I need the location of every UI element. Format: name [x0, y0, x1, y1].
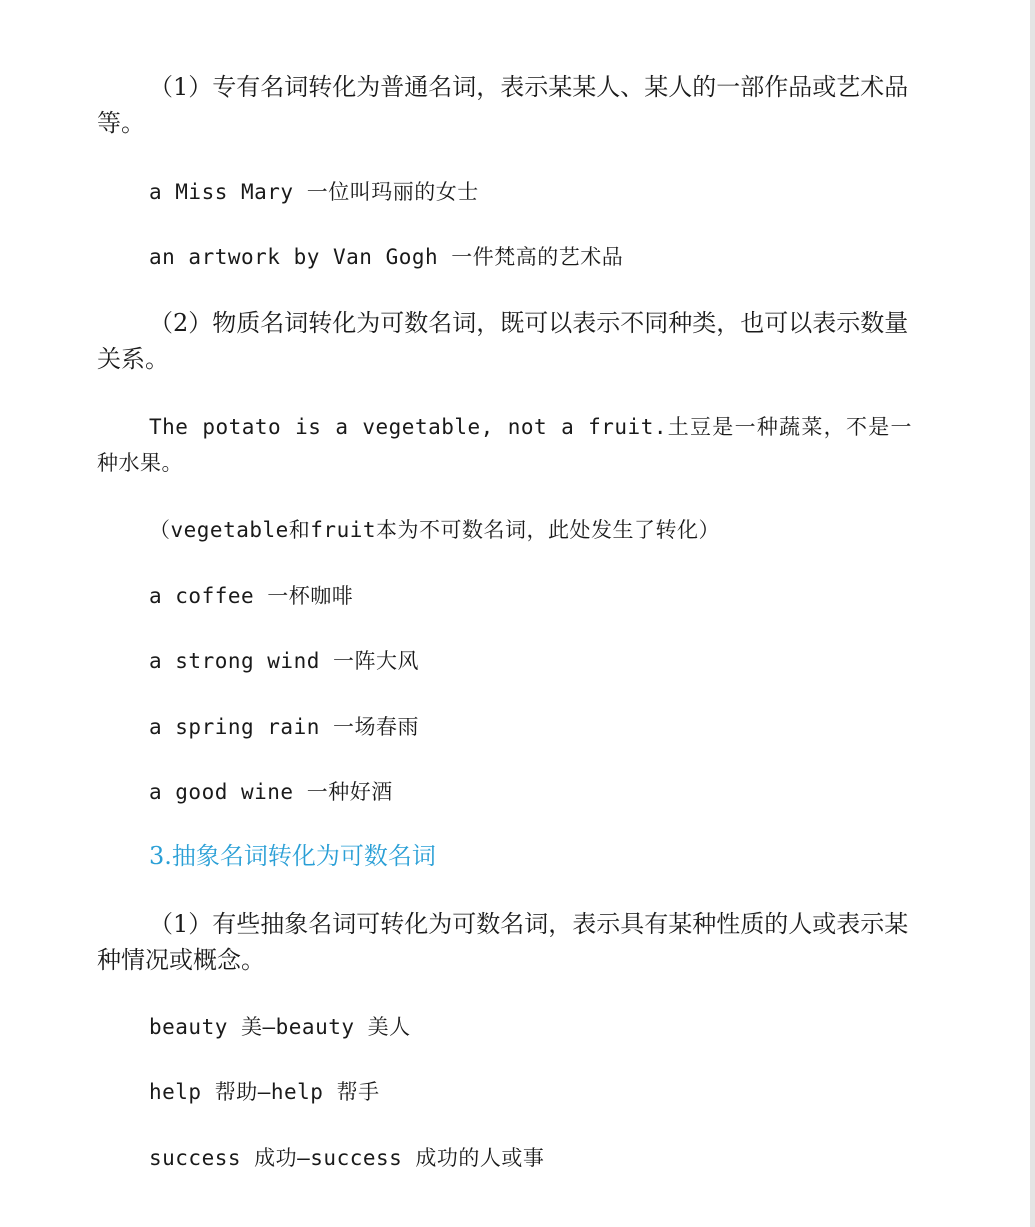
- note-vegetable-fruit: （vegetable和fruit本为不可数名词，此处发生了转化）: [149, 518, 721, 542]
- example-potato: The potato is a vegetable, not a fruit.土豆是一种蔬菜，不是一种水果。: [97, 415, 912, 475]
- example-strong-wind: a strong wind 一阵大风: [149, 649, 420, 673]
- example-spring-rain: a spring rain 一场春雨: [149, 715, 420, 739]
- example-artwork: an artwork by Van Gogh 一件梵高的艺术品: [149, 245, 624, 269]
- paragraph-proper-noun: （1）专有名词转化为普通名词，表示某某人、某人的一部作品或艺术品等。: [97, 73, 909, 137]
- example-coffee: a coffee 一杯咖啡: [149, 584, 354, 608]
- example-miss-mary: a Miss Mary 一位叫玛丽的女士: [149, 180, 479, 204]
- example-help: help 帮助—help 帮手: [149, 1080, 380, 1104]
- example-success: success 成功—success 成功的人或事: [149, 1146, 545, 1170]
- paragraph-material-noun: （2）物质名词转化为可数名词，既可以表示不同种类，也可以表示数量关系。: [97, 309, 909, 373]
- example-beauty: beauty 美—beauty 美人: [149, 1015, 411, 1039]
- page-edge-shadow: [1030, 0, 1035, 1227]
- paragraph-abstract-noun: （1）有些抽象名词可转化为可数名词，表示具有某种性质的人或表示某种情况或概念。: [97, 910, 909, 974]
- example-good-wine: a good wine 一种好酒: [149, 780, 393, 804]
- section-heading-abstract-noun: 3.抽象名词转化为可数名词: [149, 842, 436, 870]
